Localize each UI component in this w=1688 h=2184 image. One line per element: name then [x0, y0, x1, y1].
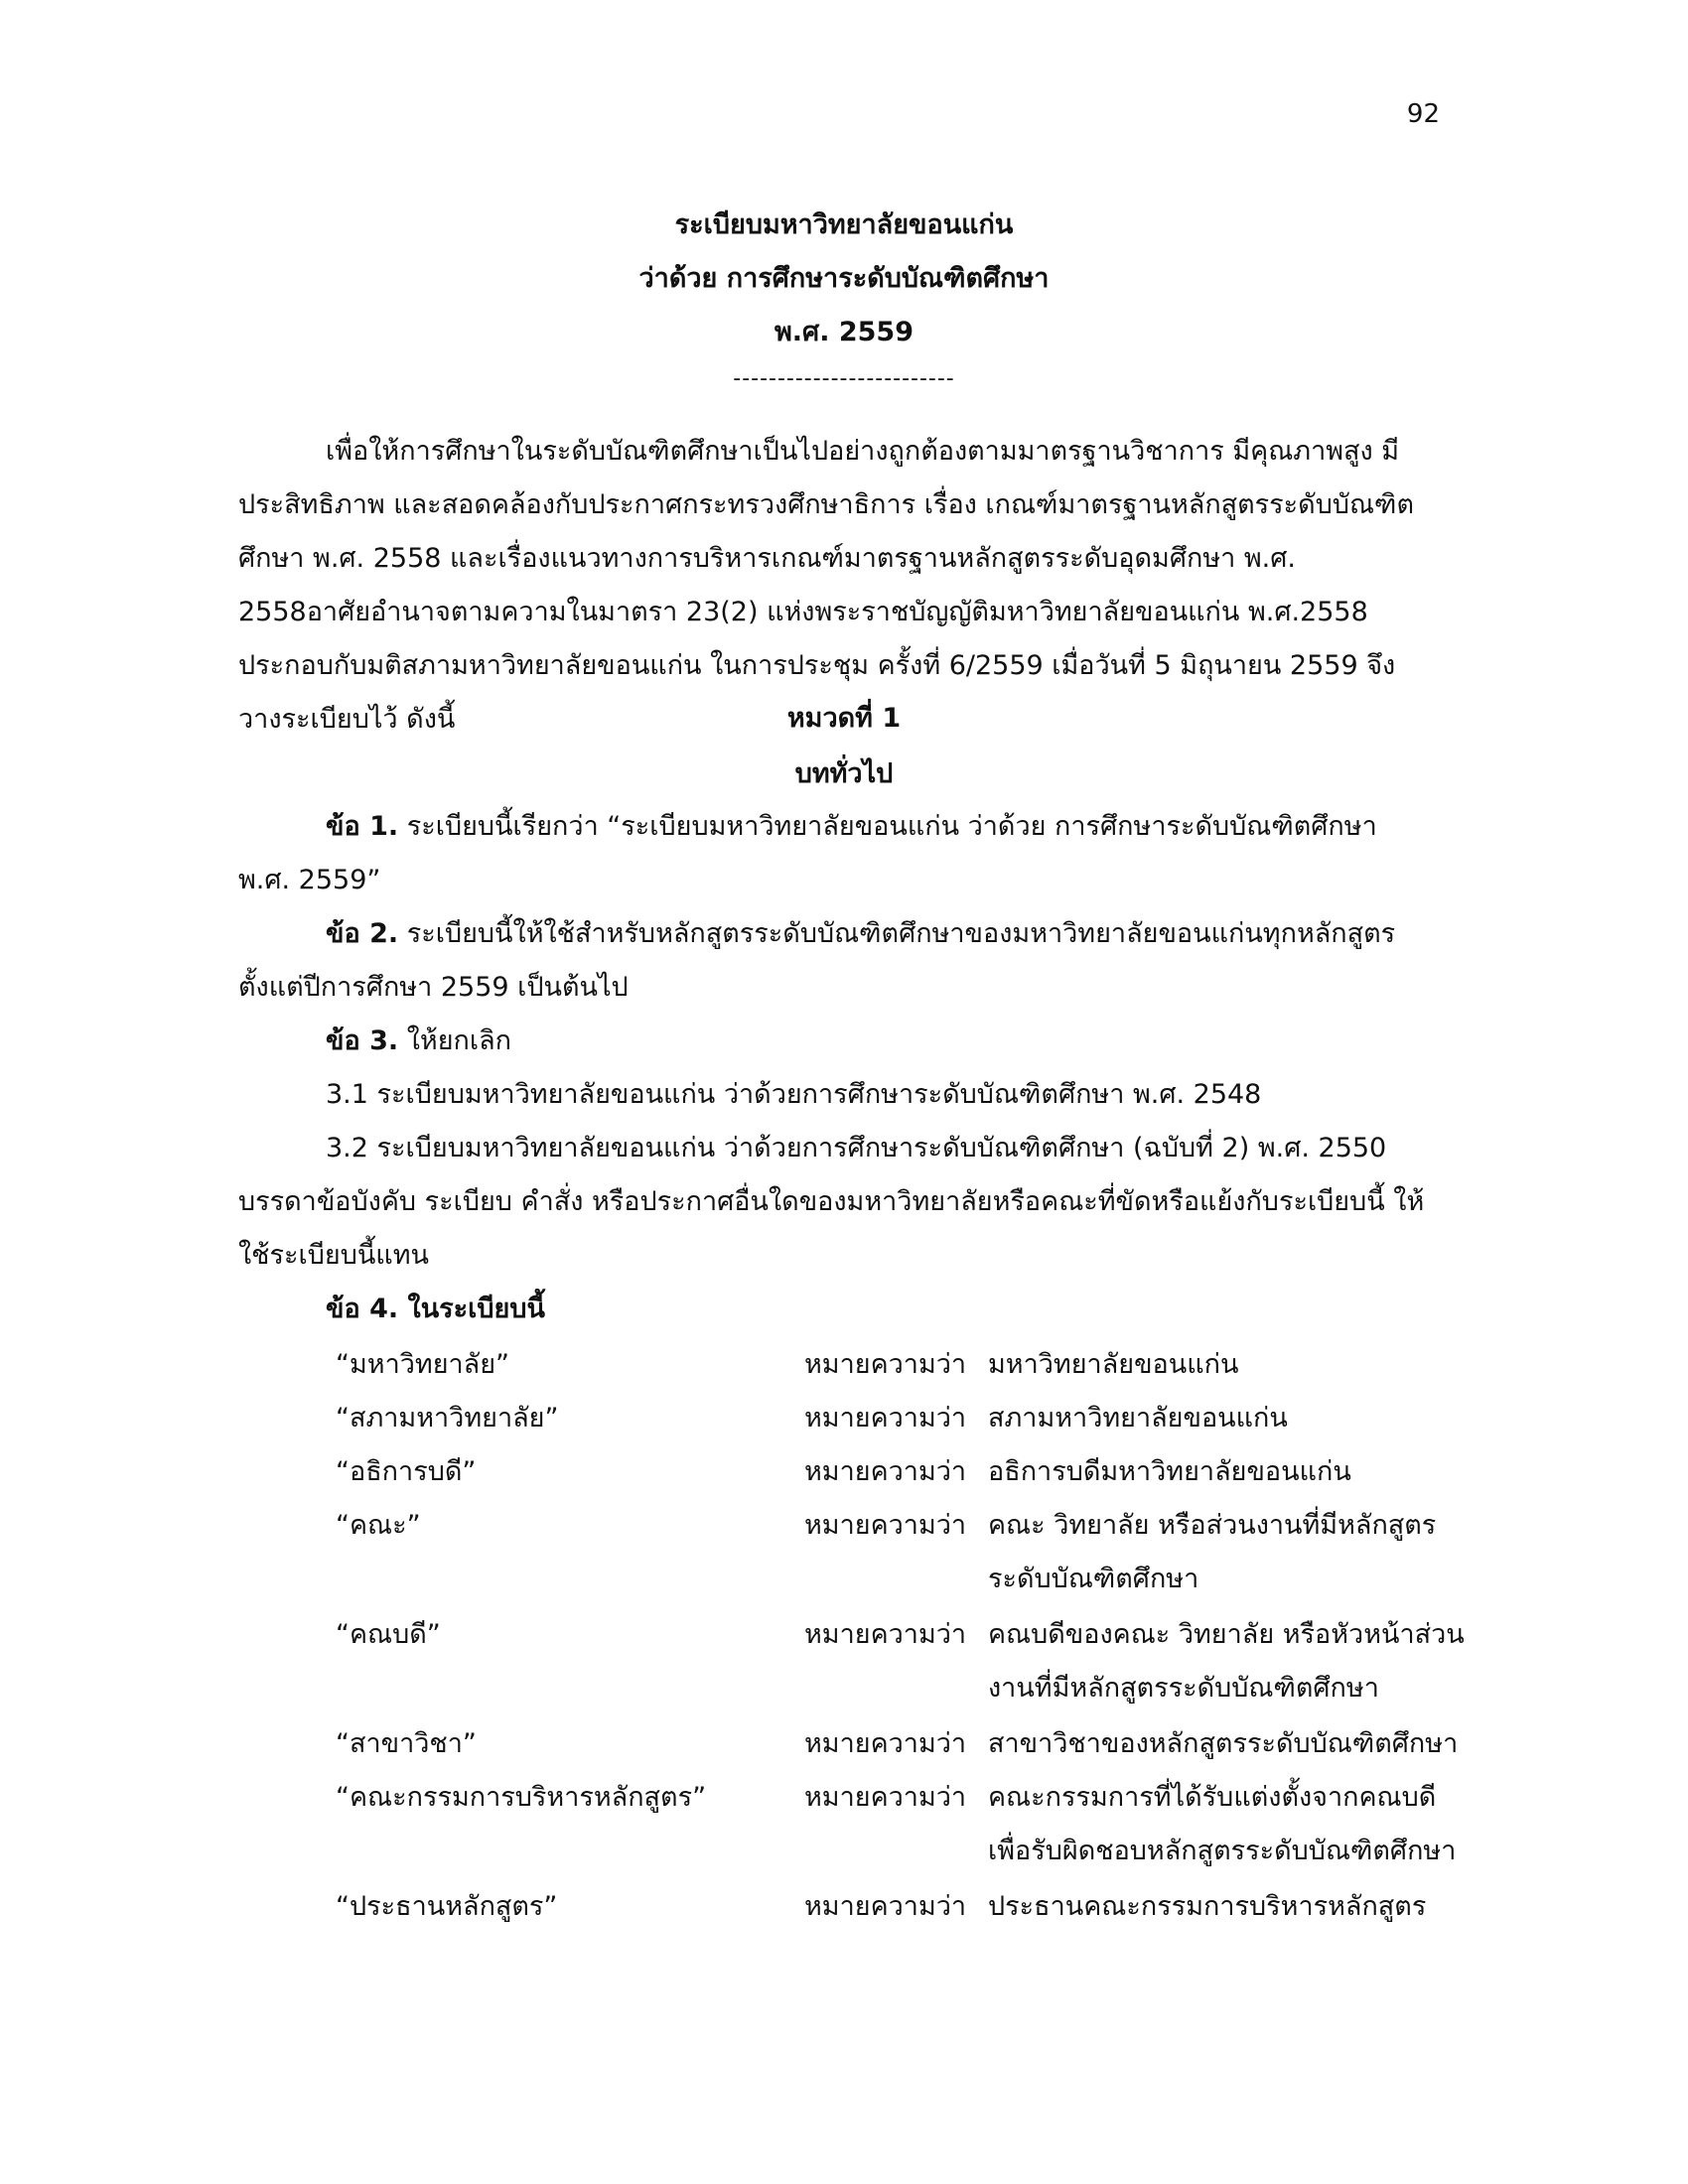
- definition-text: สภามหาวิทยาลัยขอนแก่น: [988, 1403, 1288, 1433]
- document-header: [0, 199, 1688, 399]
- definition-term: “สาขาวิชา”: [336, 1728, 477, 1759]
- definition-means: หมายความว่า: [804, 1403, 967, 1433]
- clause-2-number: ข้อ 2.: [326, 918, 399, 949]
- definition-term: “มหาวิทยาลัย”: [336, 1349, 510, 1380]
- definition-text: อธิการบดีมหาวิทยาลัยขอนแก่น: [988, 1456, 1351, 1487]
- definition-means: หมายความว่า: [804, 1782, 967, 1813]
- regulation-year: พ.ศ. 2559: [774, 317, 914, 347]
- definition-term: “คณบดี”: [336, 1619, 441, 1650]
- definition-row: [0, 1608, 1688, 1717]
- definition-text: ประธานคณะกรรมการบริหารหลักสูตร: [988, 1891, 1427, 1922]
- definition-row: [0, 1338, 1688, 1392]
- page-number: 92: [1406, 99, 1440, 129]
- clause-1-text: ระเบียบนี้เรียกว่า “ระเบียบมหาวิทยาลัยขอนแก่น ว่าด้วย การศึกษาระดับบัณฑิตศึกษา พ.ศ. 2559”: [238, 811, 1377, 895]
- clause-1: [238, 800, 1430, 907]
- regulation-title: ระเบียบมหาวิทยาลัยขอนแก่น: [674, 209, 1014, 240]
- definition-means: หมายความว่า: [804, 1349, 967, 1380]
- definition-means: หมายความว่า: [804, 1510, 967, 1541]
- definition-text: คณบดีของคณะ วิทยาลัย หรือหัวหน้าส่วนงานที่มีหลักสูตรระดับบัณฑิตศึกษา: [988, 1619, 1465, 1704]
- clause-3-number: ข้อ 3.: [326, 1025, 399, 1056]
- clause-3-item-1: 3.1 ระเบียบมหาวิทยาลัยขอนแก่น ว่าด้วยการศึกษาระดับบัณฑิตศึกษา พ.ศ. 2548: [326, 1079, 1262, 1110]
- definition-means: หมายความว่า: [804, 1891, 967, 1922]
- clause-2: [238, 907, 1430, 1015]
- clause-3-item-2: 3.2 ระเบียบมหาวิทยาลัยขอนแก่น ว่าด้วยการศึกษาระดับบัณฑิตศึกษา (ฉบับที่ 2) พ.ศ. 2550: [326, 1133, 1387, 1163]
- definition-term: “สภามหาวิทยาลัย”: [336, 1403, 559, 1433]
- definition-text: คณะกรรมการที่ได้รับแต่งตั้งจากคณบดีเพื่อรับผิดชอบหลักสูตรระดับบัณฑิตศึกษา: [988, 1782, 1457, 1866]
- definition-term: “คณะ”: [336, 1510, 421, 1541]
- clause-3-text: ให้ยกเลิก: [406, 1025, 511, 1056]
- clause-3: [238, 1015, 1430, 1068]
- definition-means: หมายความว่า: [804, 1619, 967, 1650]
- definition-means: หมายความว่า: [804, 1456, 967, 1487]
- definition-term: “อธิการบดี”: [336, 1456, 477, 1487]
- preamble-paragraph: เพื่อให้การศึกษาในระดับบัณฑิตศึกษาเป็นไปอย่างถูกต้องตามมาตรฐานวิชาการ มีคุณภาพสูง มีประสิทธิภาพ และสอดคล้องกับประกาศกระทรวงศึกษาธิการ เรื่อง เกณฑ์มาตรฐานหลักสูตรระดับบัณฑิตศึกษา พ.ศ. 2558 และเรื่องแนวทางการบริหารเกณฑ์มาตรฐานหลักสูตรระดับอุดมศึกษา พ.ศ. 2558อาศัยอำนาจตามความในมาตรา 23(2) แห่งพระราชบัญญัติมหาวิทยาลัยขอนแก่น พ.ศ.2558 ประกอบกับมติสภามหาวิทยาลัยขอนแก่น ในการประชุม ครั้งที่ 6/2559 เมื่อวันที่ 5 มิถุนายน 2559 จึงวางระเบียบไว้ ดังนี้: [238, 436, 1414, 735]
- definitions-list: [0, 1338, 1688, 1934]
- definition-row: [0, 1392, 1688, 1445]
- chapter-number: หมวดที่ 1: [786, 703, 902, 734]
- definition-text: สาขาวิชาของหลักสูตรระดับบัณฑิตศึกษา: [988, 1728, 1459, 1759]
- definition-row: [0, 1880, 1688, 1934]
- clauses-block: [238, 800, 1430, 1336]
- definition-term: “คณะกรรมการบริหารหลักสูตร”: [336, 1782, 707, 1813]
- chapter-title: บททั่วไป: [794, 758, 894, 789]
- clause-4-heading: [238, 1283, 1430, 1336]
- definition-term: “ประธานหลักสูตร”: [336, 1891, 558, 1922]
- clause-4-heading-text: ข้อ 4. ในระเบียบนี้: [326, 1294, 545, 1324]
- clause-3-tail: บรรดาข้อบังคับ ระเบียบ คำสั่ง หรือประกาศอื่นใดของมหาวิทยาลัยหรือคณะที่ขัดหรือแย้งกับระเบียบนี้ ให้ใช้ระเบียบนี้แทน: [238, 1186, 1425, 1271]
- definition-row: [0, 1499, 1688, 1608]
- header-divider: -------------------------: [733, 366, 955, 391]
- definition-row: [0, 1717, 1688, 1771]
- definition-text: มหาวิทยาลัยขอนแก่น: [988, 1349, 1239, 1380]
- chapter-heading: [0, 691, 1688, 802]
- clause-1-number: ข้อ 1.: [326, 811, 399, 842]
- definition-row: [0, 1445, 1688, 1499]
- definition-row: [0, 1771, 1688, 1880]
- definition-text: คณะ วิทยาลัย หรือส่วนงานที่มีหลักสูตรระดับบัณฑิตศึกษา: [988, 1510, 1437, 1594]
- definition-means: หมายความว่า: [804, 1728, 967, 1759]
- regulation-subject: ว่าด้วย การศึกษาระดับบัณฑิตศึกษา: [638, 263, 1050, 294]
- clause-2-text: ระเบียบนี้ให้ใช้สำหรับหลักสูตรระดับบัณฑิตศึกษาของมหาวิทยาลัยขอนแก่นทุกหลักสูตรตั้งแต่ปีการศึกษา 2559 เป็นต้นไป: [238, 918, 1396, 1003]
